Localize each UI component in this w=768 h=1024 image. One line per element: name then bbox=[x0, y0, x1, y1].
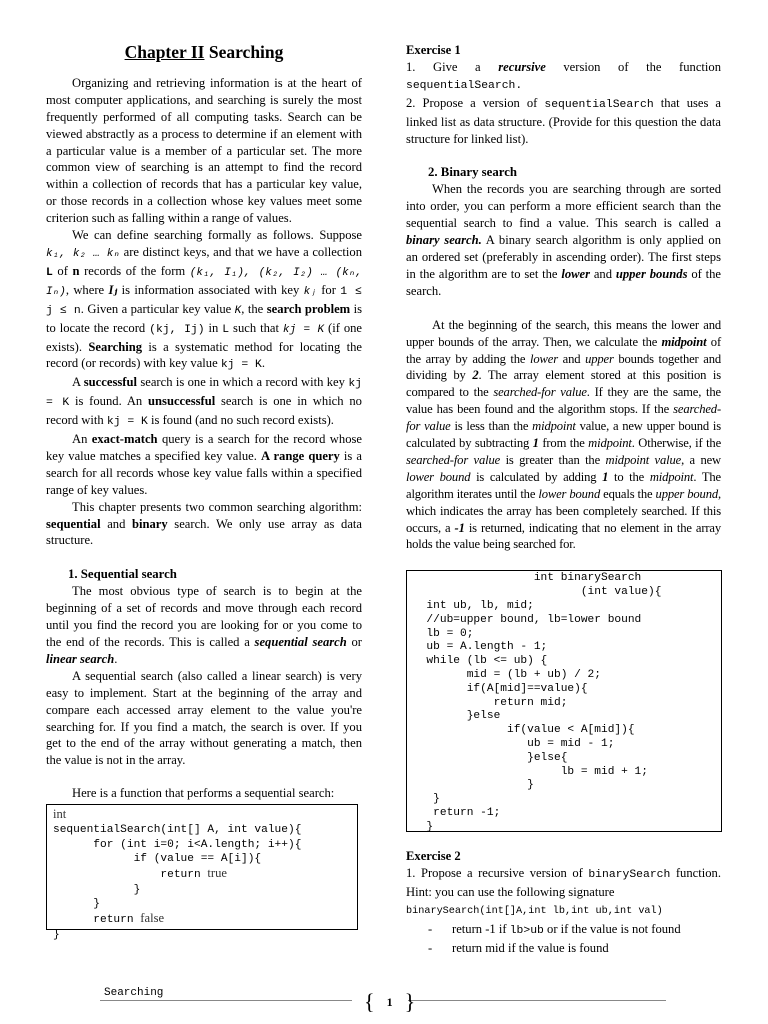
intro-paragraph: Organizing and retrieving information is at the heart of most computer applications, and searching is surely the most frequently performed of all computing tasks. Search can be viewed abstractly as a process to determine if an element with a particular value is a member of a particular set. The more common view of searching is an attempt to find the record within a collection of records that has a particular key value, or those records in a collection whose key values meet some criterion such as falling within a range of values. bbox=[46, 75, 362, 226]
sequential-search-heading: 1. Sequential search bbox=[68, 567, 177, 582]
list-item: - return -1 if lb>ub or if the value is not found bbox=[406, 921, 721, 940]
page-footer bbox=[100, 985, 666, 1015]
exercise-2-hints bbox=[406, 921, 721, 957]
chapter-scope-paragraph: This chapter presents two common searching algorithm: sequential and binary search. We only use array as data structure. bbox=[46, 499, 362, 548]
function-intro-text: Here is a function that performs a sequential search: bbox=[72, 786, 335, 801]
binary-search-algorithm-paragraph: At the beginning of the search, this means the lower and upper bounds of the array. Then, we calculate the midpoint of the array by adding the lower and upper bounds together and dividing by 2. The array element stored at this position is compared to the searched-for value. If they are the same, the value has been found and the algorithm stops. If the searched-for value is less than the midpoint value, a new upper bound is calculated by subtracting 1 from the midpoint. Otherwise, if the searched-for value is greater than the midpoint value, a new lower bound is calculated by adding 1 to the midpoint. The algorithm iterates until the lower bound equals the upper bound, which indicates the array has been completely searched. If this occurs, a -1 is returned, indicating that no element in the array holds the value being searched for. bbox=[406, 317, 722, 552]
left-column bbox=[46, 0, 363, 941]
binary-search-heading: 2. Binary search bbox=[428, 165, 517, 180]
sequential-search-code: int sequentialSearch(int[] A, int value){ for (int i=0; i<A.length; i++){ if (value == A[i]){ return true } } return false } bbox=[46, 804, 358, 930]
list-item: - return mid if the value is found bbox=[406, 940, 721, 957]
binary-search-code: int binarySearch (int value){ int ub, lb, mid; //ub=upper bound, lb=lower bound lb = 0; ub = A.length - 1; while (lb <= ub) { mid = (lb + ub) / 2; if(A[mid]==value){ return mid; }else if(value < A[mid]){ ub = mid - 1; }else{ lb = mid + 1; } } return -1; } bbox=[406, 570, 722, 832]
exact-match-paragraph: An exact-match query is a search for the record whose key value matches a specified key value. A range query is a search for all records whose key value falls within a specified range of key values. bbox=[46, 432, 362, 497]
exercise-2-text: 1. Propose a recursive version of binarySearch function. Hint: you can use the following signature binarySearch(int[]A,int lb,int ub,int val) bbox=[406, 866, 721, 918]
successful-search-paragraph: A successful search is one in which a record with key kj = K is found. An unsuccessful search is one in which no record with kj = K is found (and no such record exists). bbox=[46, 375, 362, 429]
exercise-2-title: Exercise 2 bbox=[406, 849, 461, 864]
page-number: { 1 } bbox=[352, 991, 408, 1013]
linear-search-paragraph: A sequential search (also called a linear search) is very easy to implement. Start at the beginning of the array and compare each accessed array element to the value you're searching for. If you find a match, the search is over. If you get to the end of the array without generating a match, then the value is not in the array. bbox=[46, 668, 362, 768]
exercise-1-title: Exercise 1 bbox=[406, 43, 461, 57]
sequential-search-paragraph: The most obvious type of search is to begin at the beginning of a set of records and move through each record until you find the record you are looking for or you come to the end of the records. This is called a sequential search or linear search. bbox=[46, 584, 362, 666]
footer-label: Searching bbox=[104, 987, 164, 999]
formal-definition-paragraph: We can define searching formally as follows. Suppose k₁, k₂ … kₙ are distinct keys, and that we have a collection L of n records of the form (k₁, I₁), (k₂, I₂) … (kₙ, Iₙ), where Iⱼ is information associated with key kⱼ for 1 ≤ j ≤ n. Given a particular key value K, the search problem is to locate the record (kj, Ij) in L such that kj = K (if one exists). Searching is a systematic method for locating the record (or records) with key value kj = K. bbox=[46, 228, 363, 372]
exercise-1-text: 1. Give a recursive version of the function sequentialSearch. 2. Propose a version of sequentialSearch that uses a linked list as data structure. (Provide for this question the data structure for linked list). bbox=[406, 59, 722, 146]
right-column bbox=[406, 42, 721, 957]
binary-search-intro-paragraph: When the records you are searching through are sorted into order, you can perform a more efficient search than the sequential search to find a value. This search is called a binary search. A binary search algorithm is only applied on an ordered set (preferably in ascending order). The first steps in the algorithm are to set the lower and upper bounds of the search. bbox=[406, 182, 721, 298]
chapter-title: Chapter II Searching bbox=[124, 42, 284, 62]
